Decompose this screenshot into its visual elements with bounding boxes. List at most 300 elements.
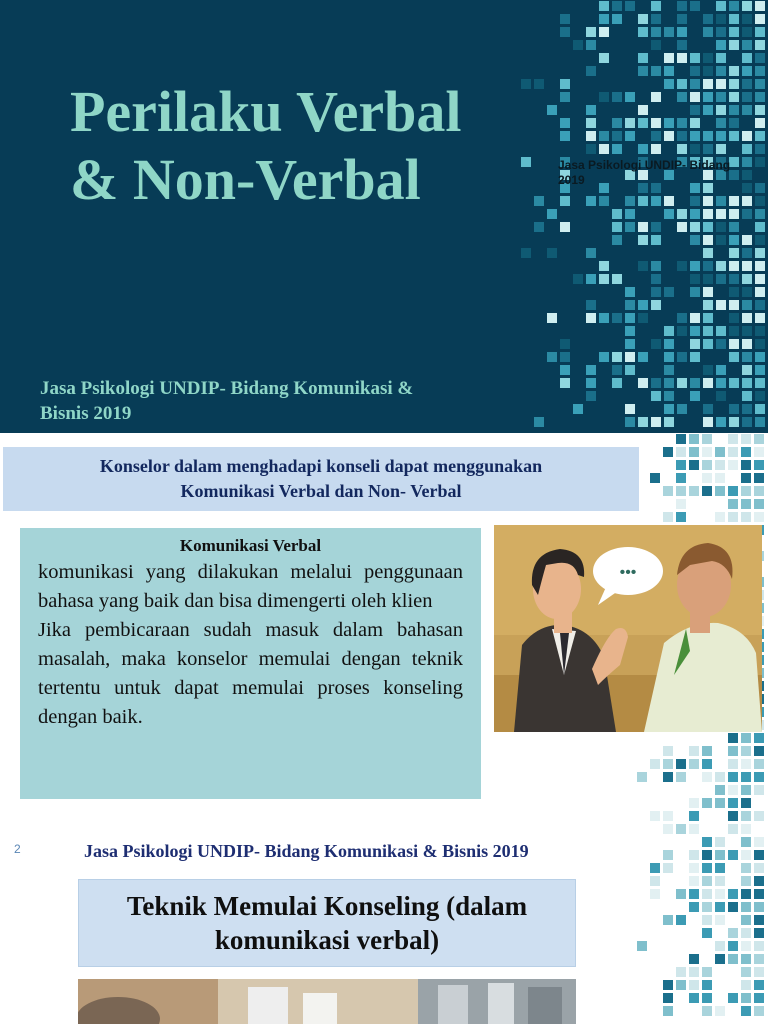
mosaic-tile — [703, 313, 713, 323]
mosaic-tile — [728, 928, 738, 938]
mosaic-tile — [676, 824, 686, 834]
mosaic-tile — [599, 92, 609, 102]
mosaic-tile — [560, 79, 570, 89]
mosaic-tile — [702, 967, 712, 977]
mosaic-tile — [625, 287, 635, 297]
slide-title — [70, 78, 530, 214]
mosaic-tile — [729, 196, 739, 206]
mosaic-tile — [715, 915, 725, 925]
box-paragraph-1: komunikasi yang dilakukan melalui penggunaan bahasa yang baik dan bisa dimengerti oleh klien — [38, 561, 463, 612]
mosaic-tile — [663, 512, 673, 522]
mosaic-tile — [599, 131, 609, 141]
mosaic-tile — [689, 486, 699, 496]
mosaic-tile — [742, 209, 752, 219]
mosaic-tile — [755, 79, 765, 89]
mosaic-tile — [612, 313, 622, 323]
mosaic-tile — [716, 339, 726, 349]
mosaic-tile — [677, 404, 687, 414]
mosaic-tile — [534, 79, 544, 89]
mosaic-tile — [754, 434, 764, 444]
mosaic-tile — [573, 274, 583, 284]
mosaic-tile — [560, 378, 570, 388]
mosaic-tile — [638, 261, 648, 271]
mosaic-tile — [741, 759, 751, 769]
mosaic-tile — [729, 248, 739, 258]
mosaic-tile — [741, 1006, 751, 1016]
mosaic-tile — [638, 144, 648, 154]
mosaic-tile — [755, 118, 765, 128]
mosaic-tile — [677, 40, 687, 50]
mosaic-tile — [702, 928, 712, 938]
mosaic-tile — [690, 352, 700, 362]
mosaic-tile — [703, 326, 713, 336]
mosaic-tile — [703, 105, 713, 115]
mosaic-tile — [755, 261, 765, 271]
mosaic-tile — [599, 352, 609, 362]
mosaic-tile — [715, 889, 725, 899]
mosaic-tile — [754, 915, 764, 925]
mosaic-tile — [702, 1006, 712, 1016]
mosaic-tile — [586, 131, 596, 141]
mosaic-tile — [742, 352, 752, 362]
mosaic-tile — [754, 759, 764, 769]
mosaic-tile — [664, 118, 674, 128]
mosaic-tile — [651, 27, 661, 37]
mosaic-tile — [560, 131, 570, 141]
mosaic-tile — [729, 404, 739, 414]
mosaic-tile — [741, 499, 751, 509]
mosaic-tile — [676, 967, 686, 977]
mosaic-tile — [689, 902, 699, 912]
mosaic-tile — [625, 326, 635, 336]
mosaic-tile — [702, 798, 712, 808]
mosaic-tile — [677, 326, 687, 336]
mosaic-tile — [676, 772, 686, 782]
mosaic-tile — [702, 460, 712, 470]
mosaic-tile — [663, 486, 673, 496]
mosaic-tile — [612, 274, 622, 284]
mosaic-tile — [663, 824, 673, 834]
mosaic-tile — [612, 14, 622, 24]
mosaic-tile — [586, 274, 596, 284]
mosaic-tile — [663, 915, 673, 925]
mosaic-tile — [702, 473, 712, 483]
mosaic-tile — [689, 460, 699, 470]
mosaic-tile — [612, 365, 622, 375]
mosaic-tile — [690, 66, 700, 76]
box-heading: Komunikasi Verbal — [179, 536, 322, 555]
mosaic-tile — [715, 447, 725, 457]
mosaic-tile — [664, 417, 674, 427]
mosaic-tile — [599, 144, 609, 154]
mosaic-tile — [728, 733, 738, 743]
mosaic-tile — [741, 928, 751, 938]
mosaic-tile — [754, 473, 764, 483]
mosaic-tile — [638, 378, 648, 388]
mosaic-tile — [716, 66, 726, 76]
mosaic-tile — [625, 222, 635, 232]
mosaic-tile — [741, 954, 751, 964]
mosaic-tile — [716, 79, 726, 89]
mosaic-tile — [677, 27, 687, 37]
mosaic-tile — [690, 339, 700, 349]
mosaic-tile — [612, 118, 622, 128]
mosaic-tile — [702, 447, 712, 457]
mosaic-tile — [689, 954, 699, 964]
mosaic-tile — [755, 105, 765, 115]
mosaic-tile — [663, 447, 673, 457]
mosaic-tile — [703, 378, 713, 388]
mosaic-tile — [650, 863, 660, 873]
mosaic-tile — [638, 313, 648, 323]
mosaic-tile — [703, 196, 713, 206]
mosaic-tile — [689, 759, 699, 769]
mosaic-tile — [650, 811, 660, 821]
mosaic-tile — [755, 404, 765, 414]
mosaic-tile — [690, 118, 700, 128]
mosaic-tile — [625, 417, 635, 427]
mosaic-tile — [716, 326, 726, 336]
mosaic-tile — [755, 53, 765, 63]
mosaic-tile — [729, 261, 739, 271]
mosaic-tile — [651, 92, 661, 102]
mosaic-tile — [755, 365, 765, 375]
mosaic-tile — [573, 40, 583, 50]
mosaic-tile — [547, 352, 557, 362]
mosaic-tile — [638, 300, 648, 310]
mosaic-tile — [689, 824, 699, 834]
mosaic-tile — [755, 1, 765, 11]
mosaic-tile — [702, 772, 712, 782]
mosaic-tile — [651, 196, 661, 206]
mosaic-tile — [742, 1, 752, 11]
mosaic-tile — [690, 196, 700, 206]
mosaic-tile — [702, 980, 712, 990]
mosaic-tile — [703, 339, 713, 349]
mosaic-tile — [676, 447, 686, 457]
side-note-line-1: Jasa Psikologi UNDIP- Bidang — [558, 158, 731, 172]
mosaic-tile — [754, 499, 764, 509]
mosaic-tile — [677, 313, 687, 323]
mosaic-tile — [599, 27, 609, 37]
mosaic-tile — [729, 92, 739, 102]
mosaic-tile — [755, 222, 765, 232]
box-paragraph-2: Jika pembicaraan sudah masuk dalam bahasan masalah, maka konselor memulai dengan teknik tertentu untuk dapat memulai proses konseling dengan baik. — [38, 619, 463, 728]
mosaic-tile — [651, 274, 661, 284]
mosaic-tile — [690, 222, 700, 232]
mosaic-tile — [703, 53, 713, 63]
mosaic-tile — [728, 460, 738, 470]
mosaic-tile — [755, 326, 765, 336]
mosaic-tile — [690, 261, 700, 271]
mosaic-tile — [742, 14, 752, 24]
mosaic-tile — [755, 248, 765, 258]
mosaic-tile — [703, 404, 713, 414]
mosaic-tile — [742, 235, 752, 245]
mosaic-tile — [663, 1006, 673, 1016]
mosaic-tile — [703, 209, 713, 219]
mosaic-tile — [650, 759, 660, 769]
mosaic-tile — [586, 27, 596, 37]
mosaic-tile — [586, 118, 596, 128]
mosaic-tile — [560, 196, 570, 206]
mosaic-tile — [651, 391, 661, 401]
mosaic-tile — [742, 196, 752, 206]
mosaic-tile — [690, 378, 700, 388]
mosaic-tile — [715, 863, 725, 873]
mosaic-tile — [716, 235, 726, 245]
mosaic-tile — [715, 785, 725, 795]
mosaic-tile — [754, 772, 764, 782]
mosaic-tile — [742, 92, 752, 102]
mosaic-tile — [716, 391, 726, 401]
mosaic-tile — [638, 417, 648, 427]
mosaic-tile — [690, 79, 700, 89]
mosaic-tile — [755, 287, 765, 297]
mosaic-tile — [689, 447, 699, 457]
verbal-communication-box — [20, 528, 481, 799]
mosaic-tile — [638, 14, 648, 24]
mosaic-tile — [612, 1, 622, 11]
mosaic-tile — [676, 486, 686, 496]
mosaic-tile — [664, 404, 674, 414]
mosaic-tile — [703, 27, 713, 37]
mosaic-tile — [625, 196, 635, 206]
mosaic-tile — [741, 772, 751, 782]
mosaic-tile — [638, 222, 648, 232]
mosaic-tile — [702, 863, 712, 873]
mosaic-tile — [716, 365, 726, 375]
mosaic-tile — [716, 300, 726, 310]
mosaic-tile — [625, 365, 635, 375]
mosaic-tile — [702, 486, 712, 496]
mosaic-tile — [676, 759, 686, 769]
mosaic-tile — [651, 40, 661, 50]
mosaic-tile — [729, 105, 739, 115]
mosaic-tile — [741, 863, 751, 873]
mosaic-tile — [755, 131, 765, 141]
mosaic-tile — [664, 196, 674, 206]
mosaic-tile — [742, 287, 752, 297]
mosaic-tile — [742, 66, 752, 76]
mosaic-tile — [625, 339, 635, 349]
mosaic-tile — [599, 261, 609, 271]
mosaic-tile — [755, 378, 765, 388]
mosaic-tile — [664, 66, 674, 76]
mosaic-tile — [729, 313, 739, 323]
mosaic-tile — [651, 1, 661, 11]
mosaic-tile — [547, 105, 557, 115]
mosaic-tile — [638, 53, 648, 63]
slide-title-line-1: Perilaku Verbal — [70, 79, 462, 144]
intro-banner — [3, 447, 639, 511]
mosaic-tile — [715, 772, 725, 782]
mosaic-tile — [560, 222, 570, 232]
mosaic-tile — [651, 300, 661, 310]
mosaic-tile — [729, 1, 739, 11]
mosaic-tile — [754, 1006, 764, 1016]
mosaic-tile — [728, 902, 738, 912]
mosaic-tile — [716, 105, 726, 115]
mosaic-tile — [638, 235, 648, 245]
mosaic-tile — [599, 53, 609, 63]
mosaic-tile — [586, 365, 596, 375]
mosaic-tile — [663, 811, 673, 821]
mosaic-tile — [638, 118, 648, 128]
mosaic-tile — [651, 261, 661, 271]
mosaic-tile — [663, 746, 673, 756]
mosaic-tile — [728, 486, 738, 496]
mosaic-tile — [755, 274, 765, 284]
mosaic-tile — [586, 300, 596, 310]
mosaic-tile — [689, 863, 699, 873]
mosaic-tile — [742, 261, 752, 271]
mosaic-tile — [573, 404, 583, 414]
mosaic-tile — [677, 53, 687, 63]
mosaic-tile — [690, 209, 700, 219]
mosaic-tile — [741, 785, 751, 795]
mosaic-tile — [716, 196, 726, 206]
page-number: 2 — [14, 842, 21, 856]
slide3-title-line-2: komunikasi verbal) — [214, 925, 440, 955]
mosaic-tile — [547, 248, 557, 258]
mosaic-tile — [702, 837, 712, 847]
mosaic-tile — [702, 850, 712, 860]
mosaic-tile — [690, 92, 700, 102]
mosaic-tile — [637, 772, 647, 782]
mosaic-tile — [729, 235, 739, 245]
mosaic-tile — [715, 512, 725, 522]
mosaic-tile — [754, 746, 764, 756]
mosaic-tile — [677, 131, 687, 141]
mosaic-tile — [663, 772, 673, 782]
mosaic-tile — [728, 850, 738, 860]
mosaic-tile — [702, 746, 712, 756]
mosaic-tile — [625, 131, 635, 141]
mosaic-tile — [741, 447, 751, 457]
mosaic-tile — [689, 993, 699, 1003]
mosaic-tile — [677, 118, 687, 128]
mosaic-tile — [715, 941, 725, 951]
mosaic-tile — [741, 824, 751, 834]
mosaic-tile — [612, 209, 622, 219]
mosaic-tile — [690, 53, 700, 63]
mosaic-tile — [677, 14, 687, 24]
mosaic-tile — [755, 92, 765, 102]
mosaic-tile — [612, 378, 622, 388]
counseling-photo — [78, 979, 576, 1024]
mosaic-tile — [586, 196, 596, 206]
mosaic-tile — [560, 365, 570, 375]
mosaic-tile — [521, 248, 531, 258]
mosaic-tile — [716, 209, 726, 219]
mosaic-tile — [586, 105, 596, 115]
mosaic-tile — [650, 473, 660, 483]
mosaic-tile — [625, 300, 635, 310]
mosaic-tile — [715, 837, 725, 847]
mosaic-tile — [676, 473, 686, 483]
mosaic-tile — [729, 118, 739, 128]
mosaic-tile — [534, 222, 544, 232]
mosaic-tile — [677, 1, 687, 11]
mosaic-tile — [754, 460, 764, 470]
mosaic-tile — [650, 889, 660, 899]
mosaic-tile — [703, 144, 713, 154]
mosaic-tile — [729, 339, 739, 349]
slide3-title-line-1: Teknik Memulai Konseling (dalam — [126, 891, 528, 921]
mosaic-tile — [560, 352, 570, 362]
mosaic-tile — [716, 131, 726, 141]
banner-line-2: Komunikasi Verbal dan Non- Verbal — [180, 481, 462, 501]
mosaic-tile — [703, 365, 713, 375]
mosaic-tile — [690, 313, 700, 323]
mosaic-tile — [677, 261, 687, 271]
mosaic-tile — [741, 967, 751, 977]
mosaic-tile — [728, 746, 738, 756]
mosaic-tile — [755, 352, 765, 362]
mosaic-tile — [547, 209, 557, 219]
mosaic-tile — [741, 837, 751, 847]
mosaic-tile — [728, 941, 738, 951]
mosaic-tile — [638, 105, 648, 115]
mosaic-tile — [664, 27, 674, 37]
mosaic-tile — [742, 404, 752, 414]
mosaic-tile — [651, 287, 661, 297]
mosaic-tile — [741, 915, 751, 925]
mosaic-tile — [612, 144, 622, 154]
mosaic-tile — [742, 378, 752, 388]
mosaic-tile — [728, 434, 738, 444]
mosaic-tile — [741, 941, 751, 951]
mosaic-tile — [729, 417, 739, 427]
mosaic-tile — [664, 53, 674, 63]
mosaic-tile — [703, 248, 713, 258]
mosaic-tile — [716, 92, 726, 102]
mosaic-tile — [728, 811, 738, 821]
mosaic-tile — [742, 365, 752, 375]
mosaic-tile — [754, 876, 764, 886]
mosaic-tile — [664, 287, 674, 297]
mosaic-tile — [755, 339, 765, 349]
mosaic-tile — [716, 40, 726, 50]
mosaic-tile — [625, 209, 635, 219]
mosaic-tile — [742, 391, 752, 401]
mosaic-tile — [716, 14, 726, 24]
mosaic-tile — [754, 837, 764, 847]
mosaic-tile — [754, 967, 764, 977]
mosaic-tile — [534, 196, 544, 206]
mosaic-tile — [754, 486, 764, 496]
mosaic-tile — [650, 876, 660, 886]
mosaic-tile — [716, 261, 726, 271]
mosaic-tile — [599, 1, 609, 11]
mosaic-tile — [741, 733, 751, 743]
mosaic-tile — [651, 222, 661, 232]
mosaic-tile — [742, 105, 752, 115]
mosaic-tile — [690, 1, 700, 11]
mosaic-tile — [664, 326, 674, 336]
mosaic-tile — [729, 14, 739, 24]
mosaic-tile — [625, 352, 635, 362]
mosaic-tile — [729, 40, 739, 50]
mosaic-tile — [715, 486, 725, 496]
mosaic-tile — [742, 27, 752, 37]
mosaic-tile — [625, 118, 635, 128]
mosaic-tile — [690, 326, 700, 336]
mosaic-tile — [729, 300, 739, 310]
mosaic-tile — [625, 313, 635, 323]
mosaic-tile — [702, 915, 712, 925]
